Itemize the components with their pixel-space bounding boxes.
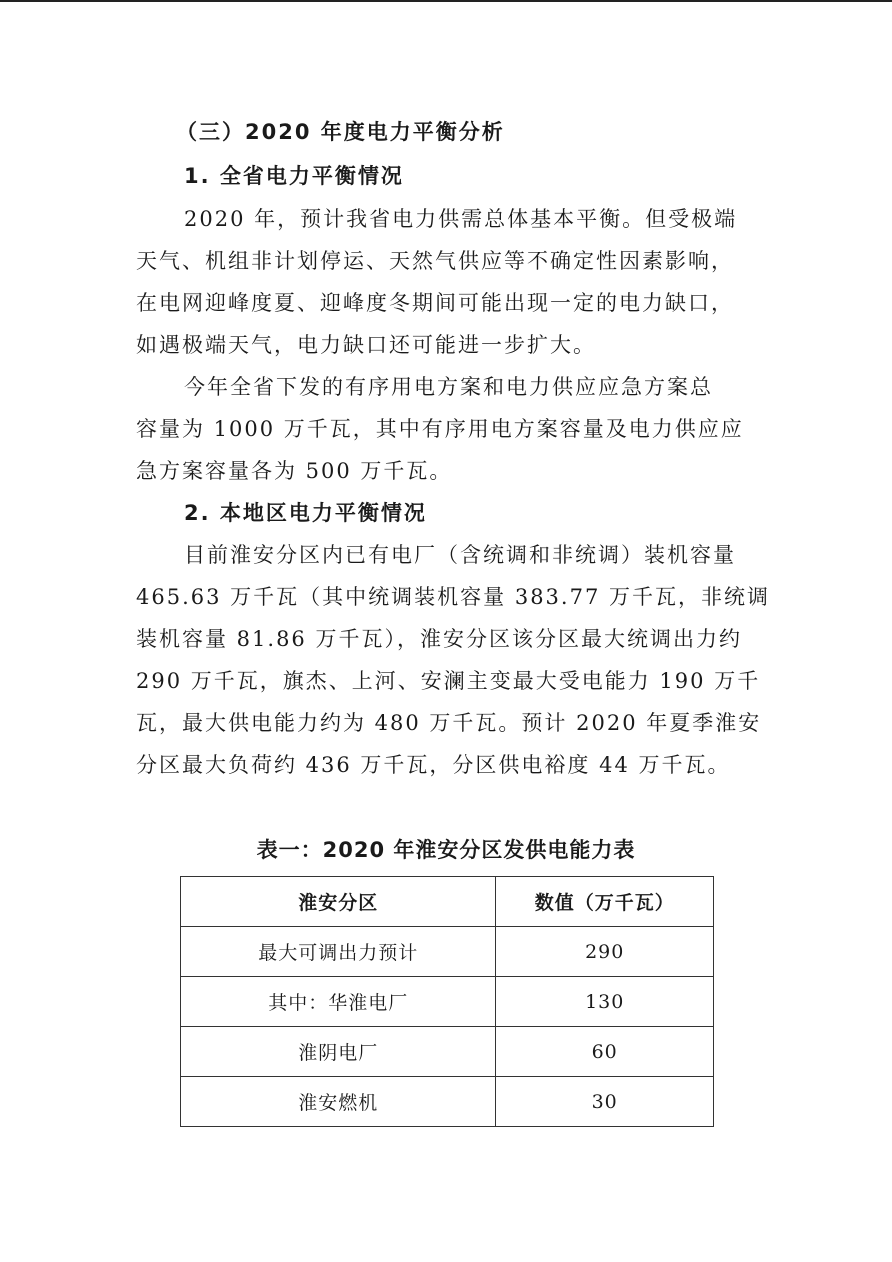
paragraph-line: 290 万千瓦，旗杰、上河、安澜主变最大受电能力 190 万千 xyxy=(136,669,761,693)
paragraph-line: 急方案容量各为 500 万千瓦。 xyxy=(136,459,453,483)
paragraph-line: 容量为 1000 万千瓦，其中有序用电方案容量及电力供应应 xyxy=(136,417,744,441)
paragraph-line: 天气、机组非计划停运、天然气供应等不确定性因素影响， xyxy=(136,249,734,273)
table-cell-label: 淮阴电厂 xyxy=(181,1027,496,1077)
table-cell-value: 30 xyxy=(496,1077,714,1127)
header-cell-district: 淮安分区 xyxy=(181,877,496,927)
table-row xyxy=(181,1027,714,1077)
paragraph-line: 目前淮安分区内已有电厂（含统调和非统调）装机容量 xyxy=(184,543,736,567)
paragraph-line: 装机容量 81.86 万千瓦），淮安分区该分区最大统调出力约 xyxy=(136,627,742,651)
paragraph-line: 如遇极端天气，电力缺口还可能进一步扩大。 xyxy=(136,333,596,357)
table-cell-label: 其中：华淮电厂 xyxy=(181,977,496,1027)
table-cell-label: 最大可调出力预计 xyxy=(181,927,496,977)
subsection-title-1: 1. 全省电力平衡情况 xyxy=(184,164,404,188)
table-row xyxy=(181,1077,714,1127)
table-caption: 表一：2020 年淮安分区发供电能力表 xyxy=(256,838,636,862)
paragraph-line: 今年全省下发的有序用电方案和电力供应应急方案总 xyxy=(184,375,713,399)
paragraph-line: 分区最大负荷约 436 万千瓦，分区供电裕度 44 万千瓦。 xyxy=(136,753,731,777)
top-border-line xyxy=(0,0,892,2)
table-cell-value: 290 xyxy=(496,927,714,977)
table-cell-value: 130 xyxy=(496,977,714,1027)
table-row xyxy=(181,977,714,1027)
header-cell-value: 数值（万千瓦） xyxy=(496,877,714,927)
table-cell-value: 60 xyxy=(496,1027,714,1077)
table-header-row xyxy=(181,877,714,927)
paragraph-line: 在电网迎峰度夏、迎峰度冬期间可能出现一定的电力缺口， xyxy=(136,291,734,315)
subsection-title-2: 2. 本地区电力平衡情况 xyxy=(184,501,427,525)
section-title: （三）2020 年度电力平衡分析 xyxy=(176,120,505,144)
paragraph-line: 465.63 万千瓦（其中统调装机容量 383.77 万千瓦，非统调 xyxy=(136,585,770,609)
table-cell-label: 淮安燃机 xyxy=(181,1077,496,1127)
table-row xyxy=(181,927,714,977)
paragraph-line: 2020 年，预计我省电力供需总体基本平衡。但受极端 xyxy=(184,207,738,231)
paragraph-line: 瓦，最大供电能力约为 480 万千瓦。预计 2020 年夏季淮安 xyxy=(136,711,762,735)
capacity-table xyxy=(180,876,714,1127)
